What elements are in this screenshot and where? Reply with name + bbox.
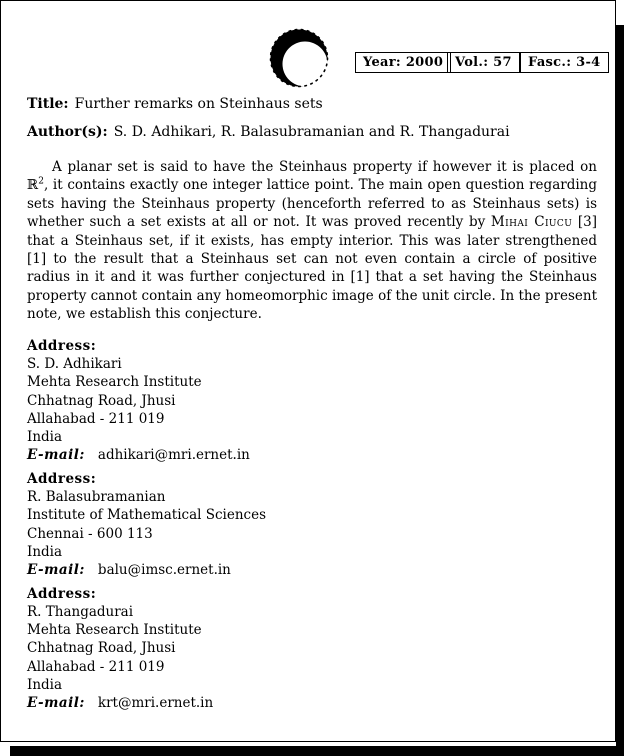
address-line: India	[27, 543, 63, 560]
address-line: S. D. Adhikari	[27, 355, 122, 372]
addresses-section	[27, 337, 597, 713]
email-line	[27, 561, 597, 579]
address-line: Institute of Mathematical Sciences	[27, 507, 267, 524]
abstract-paragraph	[27, 158, 597, 324]
address-block	[27, 470, 597, 580]
address-line: Allahabad - 211 019	[27, 658, 165, 675]
email-address: balu@imsc.ernet.in	[97, 562, 231, 579]
address-block	[27, 585, 597, 713]
address-line: R. Balasubramanian	[27, 489, 166, 506]
address-block	[27, 337, 597, 465]
article-content	[27, 95, 597, 718]
frame-shadow-right	[616, 25, 624, 756]
address-line: India	[27, 677, 63, 693]
cited-author-name: Mihai Ciucu	[490, 214, 573, 231]
email-line	[27, 446, 597, 464]
address-line: India	[27, 429, 63, 446]
volume-badge: Vol.: 57	[447, 52, 520, 73]
address-line: Chhatnag Road, Jhusi	[27, 392, 176, 409]
abstract-text-1: A planar set is said to have the Steinhaus property if however it is placed on	[52, 159, 597, 175]
authors-line	[27, 123, 597, 141]
title-label: Title:	[27, 96, 69, 112]
email-address: adhikari@mri.ernet.in	[97, 447, 250, 464]
abstract-text-2: , it contains exactly one integer lattice point. The main open question regarding sets having the Steinhaus property (henceforth referred to as Steinhaus sets) is whether such a set exists at all or not. It was proved recently by	[27, 177, 597, 231]
address-label: Address:	[27, 337, 97, 354]
address-line: Chhatnag Road, Jhusi	[27, 640, 176, 657]
article-authors: S. D. Adhikari, R. Balasubramanian and R. Thangadurai	[113, 124, 510, 140]
email-label: E-mail:	[27, 447, 85, 464]
address-line: Mehta Research Institute	[27, 622, 202, 639]
address-line: Chennai - 600 113	[27, 525, 153, 542]
email-line	[27, 694, 597, 712]
article-title: Further remarks on Steinhaus sets	[74, 96, 323, 112]
email-address: krt@mri.ernet.in	[97, 695, 214, 712]
address-label: Address:	[27, 470, 97, 487]
abstract-text-3: [3] that a Steinhaus set, if it exists, has empty interior. This was later strengthened [1] to the result that a Steinhaus set can not even contain a circle of positive radius in it and it was further conjectured in [1] that a set having the Steinhaus property cannot contain any homeomorphic image of the unit circle. In the present note, we establish this conjecture.	[27, 214, 597, 323]
email-label: E-mail:	[27, 562, 85, 579]
authors-label: Author(s):	[27, 124, 108, 140]
year-badge: Year: 2000	[355, 52, 451, 73]
email-label: E-mail:	[27, 695, 85, 712]
fascicle-badge: Fasc.: 3-4	[520, 52, 609, 73]
crescent-moon-icon	[268, 28, 330, 90]
exponent: 2	[38, 176, 44, 187]
address-label: Address:	[27, 585, 97, 602]
address-line: R. Thangadurai	[27, 603, 134, 620]
frame-shadow-bottom	[10, 746, 624, 756]
address-line: Allahabad - 211 019	[27, 410, 165, 427]
address-line: Mehta Research Institute	[27, 374, 202, 391]
title-line	[27, 95, 597, 113]
blackboard-r-symbol: ℝ	[27, 177, 39, 194]
